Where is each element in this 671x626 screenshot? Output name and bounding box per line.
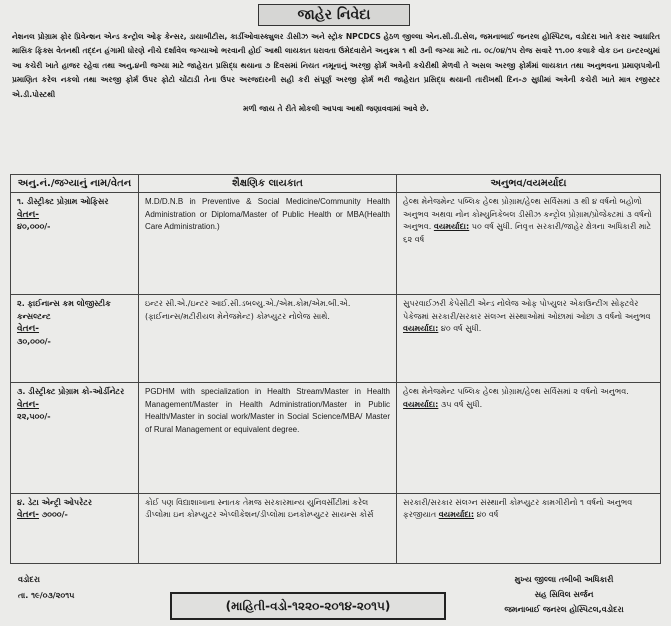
header-qualification: શૈક્ષણિક લાયકાત xyxy=(139,175,397,193)
post-name: ૪. ડેટા એન્ટ્રી ઓપરેટર xyxy=(17,497,93,507)
intro-line: ૦૮/૦૪/૧૫ રોજ સવારે ૧૧.૦૦ કલાકે વોક ઇન ઇન્ટરવ્યુમાં આ કચેરી ખાતે હાજર રહેવા તથા અનુ.૪ની જગ્યા માટે xyxy=(12,46,660,70)
experience-text: સરકારી/સરકાર સંલગ્ન સંસ્થાની કોમ્પ્યુટર કામગીરીનો ૧ વર્ષનો અનુભવ ફરજીયાત xyxy=(403,497,633,520)
age-label: વયમર્યાદા: xyxy=(403,399,439,409)
experience-text: હેલ્થ મેનેજમેન્ટ પબ્લિક હેલ્થ પ્રોગ્રામ/હેલ્થ સર્વિસમાં ૨ વર્ષનો અનુભવ. xyxy=(403,387,629,397)
experience-cell xyxy=(397,295,661,383)
post-name: ૩. ડીસ્ટ્રીક્ટ પ્રોગ્રામ કો-ઓર્ડીનેટર xyxy=(17,387,125,397)
post-cell xyxy=(11,193,139,295)
intro-line: જાહેરાત પ્રસિદ્ધ થયાના ૭ દિવસમાં નિયત નમૂનાનું અરજી ફોર્મ અત્રેની કચેરીથી મેળવી તે અસલ અરજી ફોર્મમાં લાયકાત xyxy=(187,60,568,70)
intro-line: તથા અનુભવના પ્રમાણપત્રોની પ્રમાણિત કરેલ નકલો તથા અરજી ફોર્મ ઉપર ફોટો ચોંટાડી તેના ઉપર અરજદારની સહી કરી xyxy=(12,60,660,85)
footer-place: વડોદરા xyxy=(18,575,40,584)
header-post: અનુ.નં./જગ્યાનું નામ/વેતન xyxy=(11,175,139,193)
salary-label: વેતન- xyxy=(17,324,40,335)
post-cell xyxy=(11,383,139,493)
table-row xyxy=(11,295,661,383)
post-name: ૨. ફાઈનાન્સ કમ લોજીસ્ટીક કન્સલ્ટન્ટ xyxy=(17,299,111,321)
officer-line: જમનાબાઈ જનરલ હોસ્પિટલ,વડોદરા xyxy=(504,605,624,614)
experience-text: સુપરવાઈઝરી કેપેસીટી એન્ડ નોલેજ ઓફ પોપ્યુલર એકાઉન્ટીંગ સોફ્ટવેર પેકેજમાં સરકારી/સરકાર સંલગ્ન સંસ્થાઓમાં ઓછામાં ઓછા ૩ વર્ષનો અનુભવ xyxy=(403,299,651,321)
salary-value: ૪૦,૦૦૦/- xyxy=(17,222,51,231)
posts-table xyxy=(10,174,661,564)
age-value: ૪૦ વર્ષ xyxy=(476,510,499,520)
salary-value: ૭૦૦૦/- xyxy=(41,510,68,520)
officer-line: સહ સિવિલ સર્જન xyxy=(534,590,594,599)
age-value: ૪૦ વર્ષ સુધી. xyxy=(440,324,482,334)
footer-place-date xyxy=(18,572,74,604)
salary-value: ૨૨,૫૦૦/- xyxy=(17,412,51,422)
table-header-row xyxy=(11,175,661,193)
notice-intro xyxy=(12,30,660,116)
experience-text: હેલ્થ મેનેજમેન્ટ પબ્લિક હેલ્થ પ્રોગ્રામ/હેલ્થ સર્વિસમાં ૩ થી ૪ વર્ષનો બહોળો અનુભવ અથવા નોન કોમ્યુનિકેબલ ડીસીઝ કન્ટ્રોલ પ્રોગ્રામ/પ્રોજેક્ટમાં ૩ વર્ષનો અનુભવ. xyxy=(403,197,652,231)
age-label: વયમર્યાદા: xyxy=(438,510,475,520)
footer-date: તા. ૧૯/૦૩/૨૦૧૫ xyxy=(18,591,75,600)
intro-line: જીલ્લા એન.સી.ડી.સેલ, જમનાબાઈ જનરલ હોસ્પિટલ, વડોદરા ખાતે કરાર આધારિત માસિક ફિક્સ વેતનથી તદ્દન હંગામી xyxy=(12,32,660,56)
intro-line: સંપૂર્ણ અરજી ફોર્મ ભરી જાહેરાત પ્રસિદ્ધ થયાની તારીખથી દિન-૭ સુધીમાં અત્રેની કચેરી ખાતે માત્ર રજીસ્ટર એ.ડી.પોસ્ટથી xyxy=(12,75,660,99)
experience-cell xyxy=(397,383,661,493)
salary-value: ૩૦,૦૦૦/- xyxy=(17,336,51,346)
experience-cell xyxy=(397,493,661,563)
experience-cell xyxy=(397,193,661,295)
qualification-cell: કોઈ પણ વિદ્યાશાખાના સ્નાતક તેમજ સરકારમાન્ય યુનિવર્સીટીમાં કરેલ ડીપ્લોમા ઇન કોમ્પ્યુટર એપ્લીકેશન/ડીપ્લોમા ઇનકોમ્પ્યુટર સાયન્સ કોર્સ xyxy=(139,493,397,563)
officer-line: મુખ્ય જીલ્લા તબીબી અધિકારી xyxy=(514,575,614,584)
salary-label: વેતન- xyxy=(17,399,40,410)
age-label: વયમર્યાદા: xyxy=(433,222,470,231)
table-row xyxy=(11,193,661,295)
qualification-cell: ઇન્ટર સી.એ./ઇન્ટર આઈ.સી.ડબલ્યુ.એ./એમ.કોમ/એમ.બી.એ. (ફાઈનાન્સ/મટીરીયલ મેનેજમેન્ટ) કોમ્પ્યુટર નોલેજ સાથે. xyxy=(139,295,397,383)
table-row xyxy=(11,383,661,493)
qualification-cell: PGDHM with specialization in Health Stream/Master in Health Management/Master in Health Administration/Master in Public Health/Master in social work/Master in Social Science/MBA/ Master of Rural Management or equivalent degree. xyxy=(139,383,397,493)
post-name: ૧. ડીસ્ટ્રીક્ટ પ્રોગ્રામ ઓફિસર xyxy=(17,197,109,206)
age-label: વયમર્યાદા: xyxy=(403,324,439,334)
footer-officer xyxy=(474,572,654,617)
qualification-cell: M.D/D.N.B in Preventive & Social Medicine/Community Health Administration or Diploma/Master of Public Health or MBA(Health Care Administration.) xyxy=(139,193,397,295)
header-experience: અનુભવ/વયમર્યાદા xyxy=(397,175,661,193)
age-value: ૩૫ વર્ષ સુધી. xyxy=(440,399,483,409)
salary-label: વેતન- xyxy=(17,209,40,220)
post-cell xyxy=(11,493,139,563)
intro-line: નેશનલ પ્રોગ્રામ ફોર પ્રિવેન્શન એન્ડ કન્ટ્રોલ ઓફ કેન્સર, ડાયાબીટીસ, કાર્ડીઓવાસ્ક્યુલર ડીસીઝ અને સ્ટ્રોક NPCDCS હેઠળ xyxy=(12,32,400,41)
salary-label: વેતન- xyxy=(17,510,40,521)
post-cell xyxy=(11,295,139,383)
notice-title: જાહેર નિવેદા xyxy=(258,4,410,26)
table-row xyxy=(11,493,661,563)
info-stamp: (માહિતી-વડો-૧૨૨૦-૨૦૧૪-૨૦૧૫) xyxy=(170,592,446,620)
intro-line: ધોરણે નીચે દર્શાવેલ જગ્યાઓ ભરવાની હોઈ આથી લાયકાત ધરાવતા ઉમેદવારોને અનુક્રમ ૧ થી ૩ની જગ્યા માટે તા. xyxy=(127,46,482,56)
age-value: ૫૦ વર્ષ સુધી. નિવૃત્ત સરકારી/જાહેર ક્ષેત્રના અધિકારી માટે ૬૨ વર્ષ xyxy=(403,222,652,244)
intro-line: મળી જાય તે રીતે મોકલી આપવા આથી જણાવવામાં આવે છે. xyxy=(243,104,429,114)
